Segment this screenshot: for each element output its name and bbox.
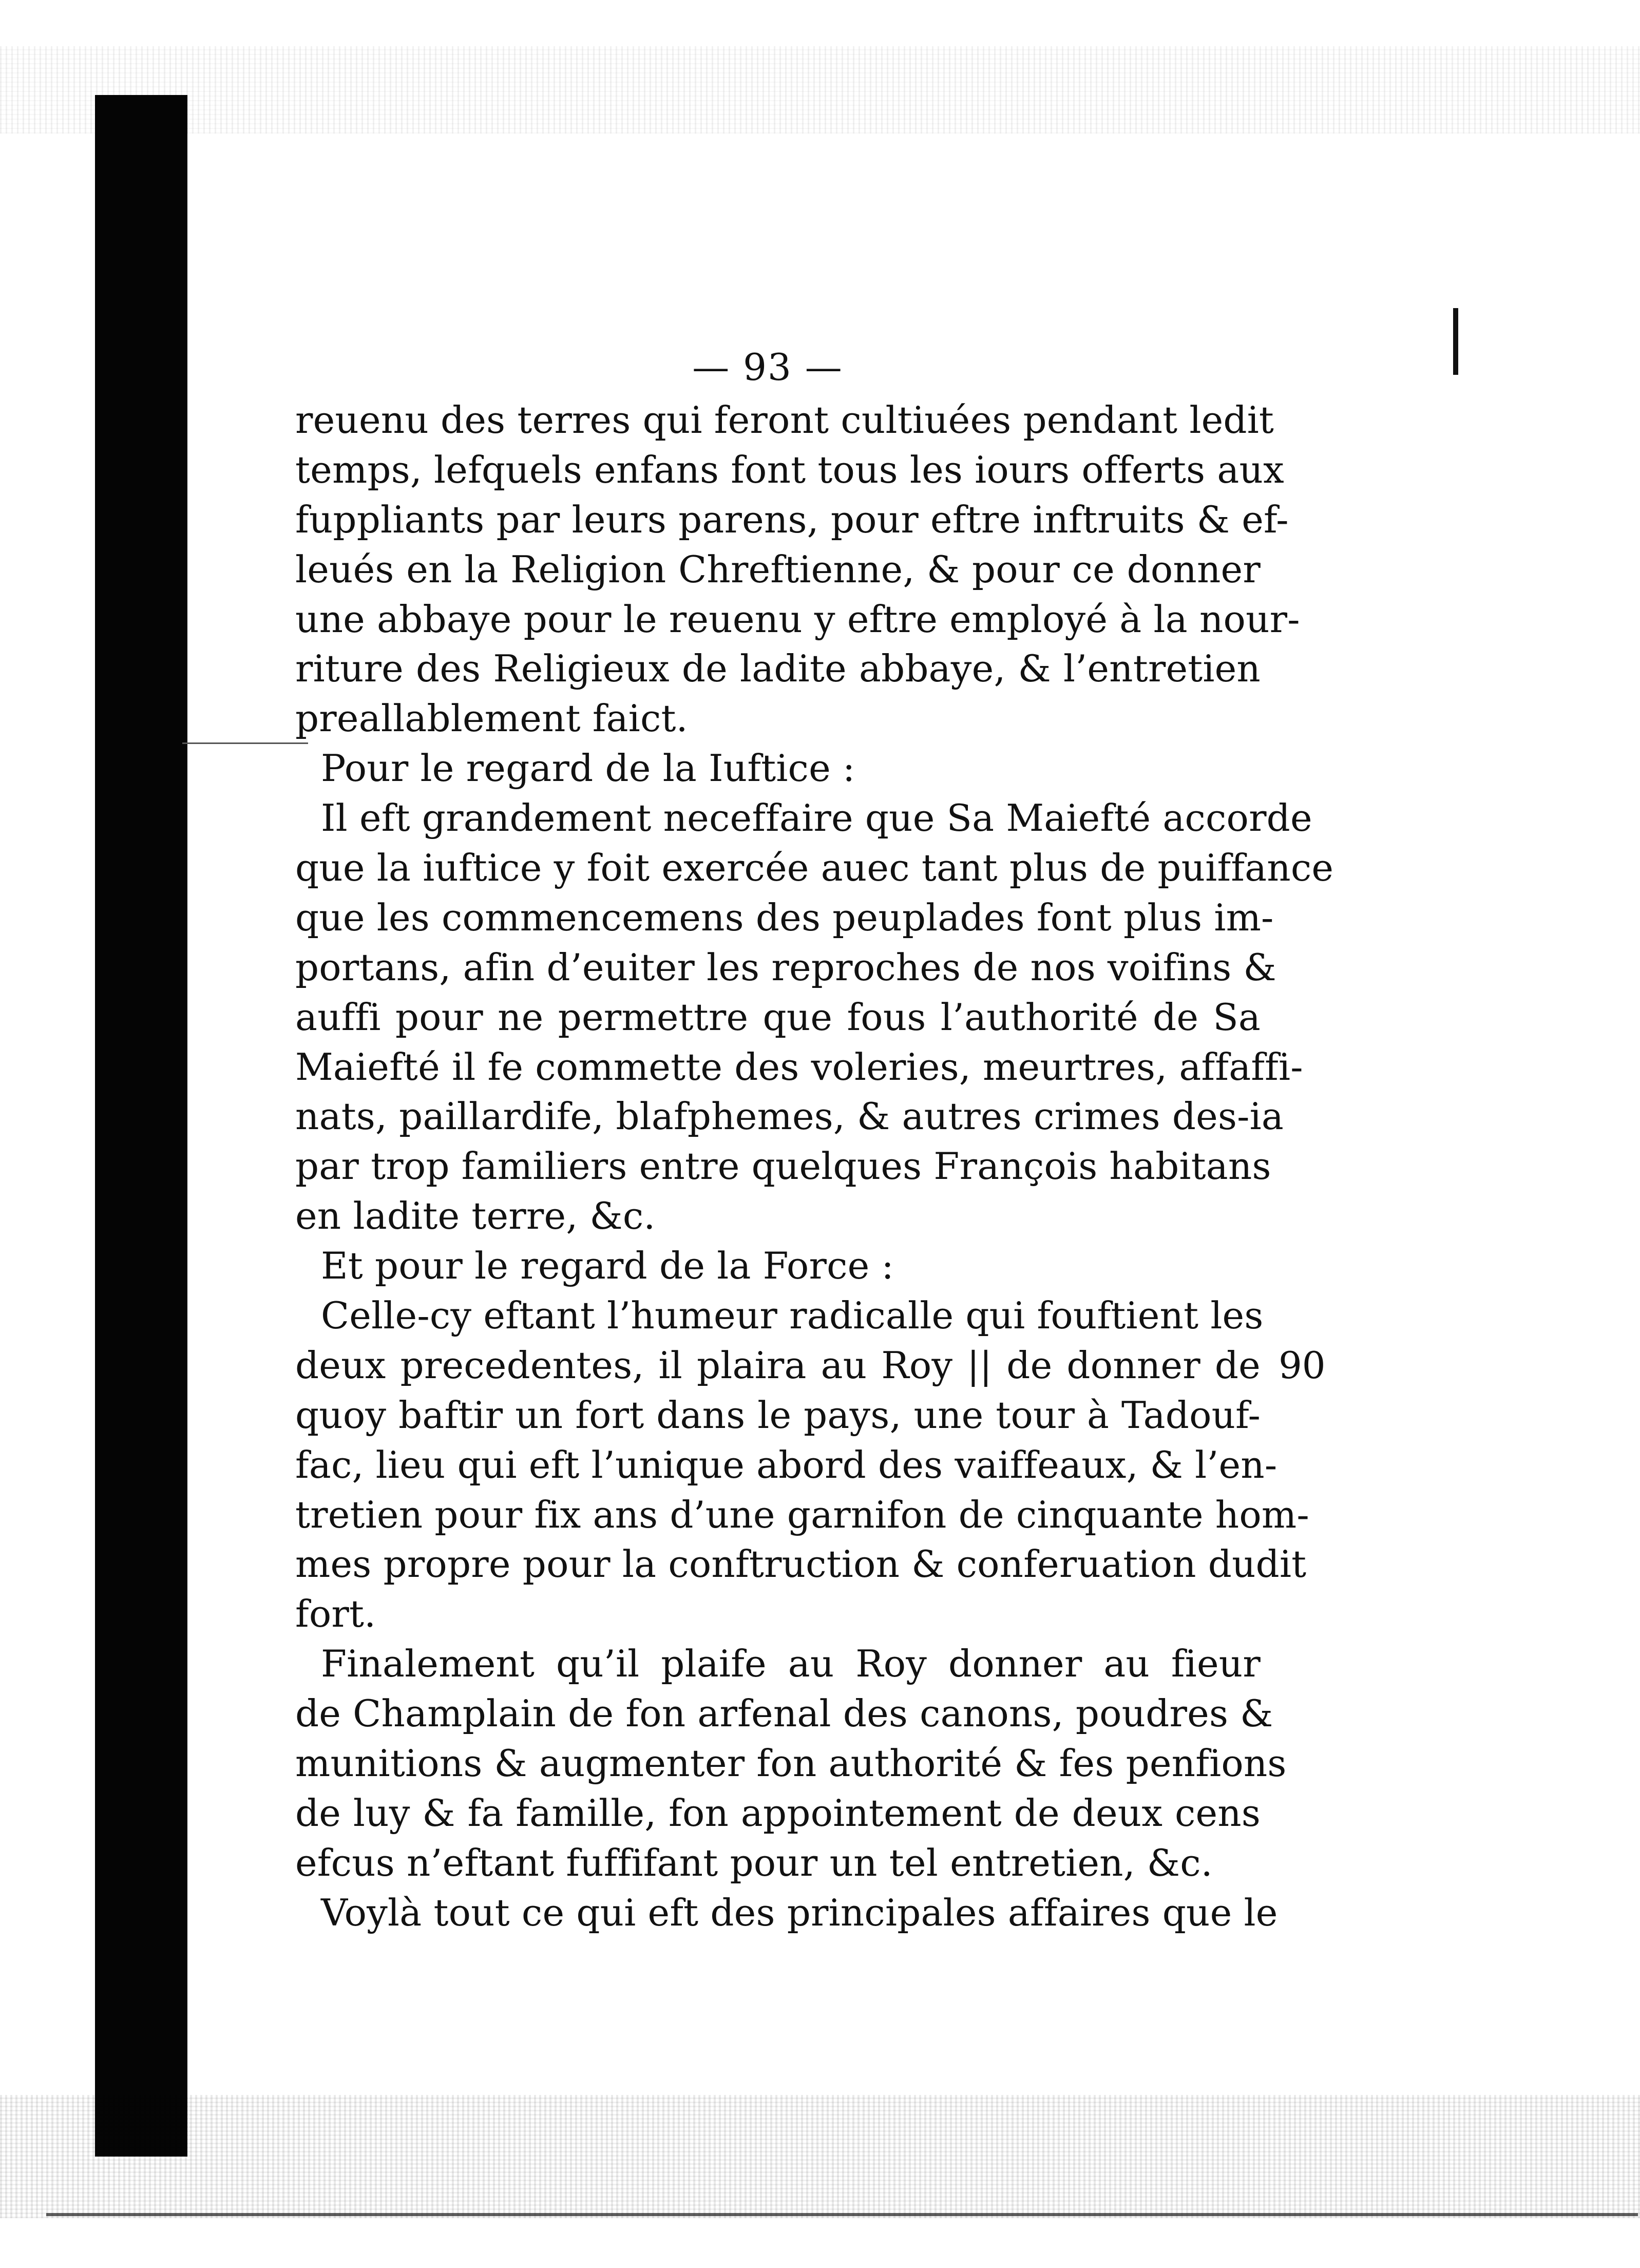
text-line: que les commencemens des peuplades font plus im- xyxy=(295,895,1274,939)
text-line: portans, afin d’euiter les reproches de nos voifins & xyxy=(295,945,1276,989)
scan-noise-bottom xyxy=(0,2095,1640,2218)
scan-noise-top xyxy=(0,46,1640,134)
binding-shadow xyxy=(95,95,187,2157)
text-line: quoy baftir un fort dans le pays, une tour à Tadouf- xyxy=(295,1393,1261,1437)
text-line: Et pour le regard de la Force : xyxy=(321,1244,894,1288)
text-line: mes propre pour la conftruction & conferuation dudit xyxy=(295,1542,1307,1586)
text-line: fort. xyxy=(295,1592,376,1636)
text-line: tretien pour fix ans d’une garnifon de cinquante hom- xyxy=(295,1493,1309,1536)
text-line: leués en la Religion Chreftienne, & pour ce donner xyxy=(295,547,1261,591)
text-line: que la iuftice y foit exercée auec tant plus de puiffance xyxy=(295,846,1334,890)
text-line: de luy & fa famille, fon appointement de deux cens xyxy=(295,1791,1261,1835)
text-line: fuppliants par leurs parens, pour eftre inftruits & ef- xyxy=(295,498,1289,541)
margin-page-reference: 90 xyxy=(1279,1344,1326,1387)
text-line: de Champlain de fon arfenal des canons, poudres & xyxy=(295,1692,1273,1736)
text-line: fac, lieu qui eft l’unique abord des vaiffeaux, & l’en- xyxy=(295,1443,1277,1486)
text-line: une abbaye pour le reuenu y eftre employé à la nour- xyxy=(295,597,1300,641)
text-line: Finalement qu’il plaife au Roy donner au fieur xyxy=(321,1642,1261,1686)
text-line: par trop familiers entre quelques François habitans xyxy=(295,1145,1271,1188)
text-line: nats, paillardife, blafphemes, & autres crimes des-ia xyxy=(295,1095,1284,1138)
text-line: deux precedentes, il plaira au Roy || de donner de xyxy=(295,1343,1261,1387)
text-line: riture des Religieux de ladite abbaye, & l’entretien xyxy=(295,647,1261,691)
scan-dash xyxy=(182,742,308,744)
text-line: auffi pour ne permettre que fous l’authorité de Sa xyxy=(295,995,1261,1039)
text-line: efcus n’eftant fuffifant pour un tel entretien, &c. xyxy=(295,1841,1213,1884)
text-line: Celle-cy eftant l’humeur radicalle qui fouftient les xyxy=(321,1294,1264,1338)
text-line: temps, lefquels enfans font tous les iours offerts aux xyxy=(295,448,1284,491)
scan-edge-rule xyxy=(46,2213,1638,2216)
text-line: Voylà tout ce qui eft des principales affaires que le xyxy=(321,1891,1278,1934)
text-line: reuenu des terres qui feront cultiuées pendant ledit xyxy=(295,398,1274,442)
text-line: Il eft grandement neceffaire que Sa Maiefté accorde xyxy=(321,796,1312,840)
page-number-header: — 93 — xyxy=(692,346,843,389)
text-line: Pour le regard de la Iuftice : xyxy=(321,747,855,790)
text-line: en ladite terre, &c. xyxy=(295,1194,656,1238)
text-line: Maiefté il fe commette des voleries, meurtres, affaffi- xyxy=(295,1045,1303,1089)
scan-mark xyxy=(1453,308,1458,375)
text-line: munitions & augmenter fon authorité & fes penfions xyxy=(295,1742,1287,1785)
text-line: preallablement faict. xyxy=(295,697,688,740)
